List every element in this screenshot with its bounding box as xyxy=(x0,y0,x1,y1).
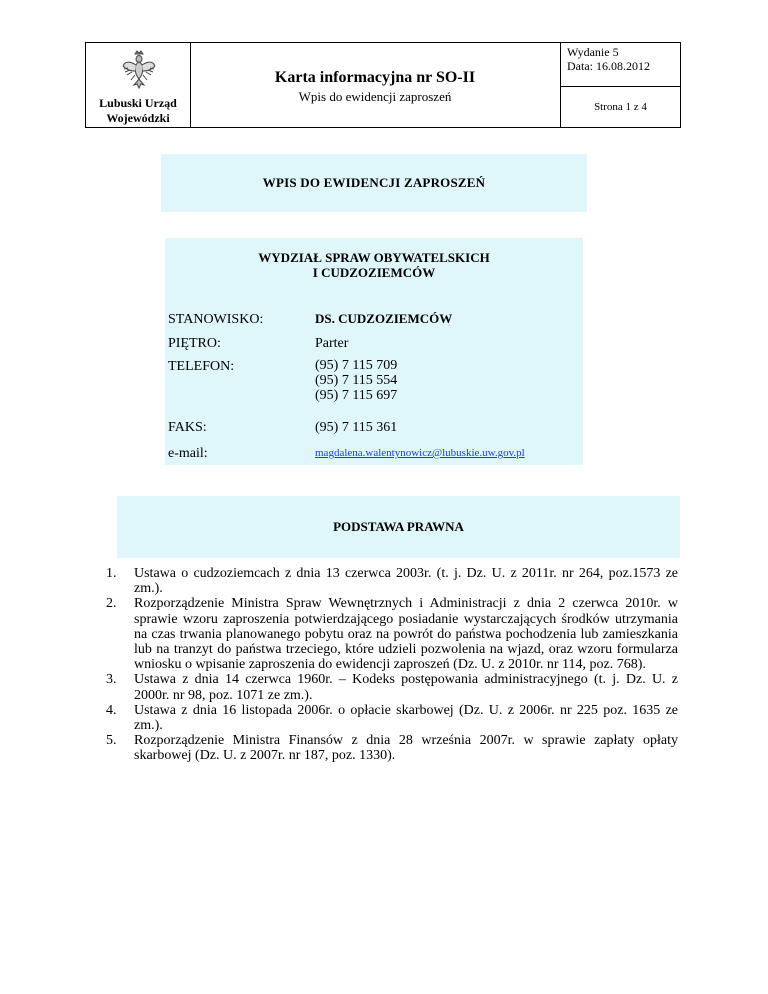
legal-basis-list xyxy=(106,566,678,764)
department-title-line2: I CUDZOZIEMCÓW xyxy=(312,265,436,280)
list-item xyxy=(106,703,678,733)
phone-number: (95) 7 115 709 xyxy=(315,358,398,373)
position-label: STANOWISKO: xyxy=(168,312,264,327)
phone-label: TELEFON: xyxy=(168,359,235,374)
phone-number: (95) 7 115 697 xyxy=(315,388,398,403)
floor-value: Parter xyxy=(315,336,349,351)
email-link[interactable]: magdalena.walentynowicz@lubuskie.uw.gov.pl xyxy=(315,447,525,459)
list-number: 3. xyxy=(106,672,117,688)
legal-basis-banner: PODSTAWA PRAWNA xyxy=(117,496,680,558)
list-text: Ustawa z dnia 16 listopada 2006r. o opłacie skarbowej (Dz. U. z 2006r. nr 225 poz. 1635 ze zm.). xyxy=(134,702,678,734)
polish-eagle-icon xyxy=(122,49,156,91)
edition-date: Data: 16.08.2012 xyxy=(567,59,650,73)
email-label: e-mail: xyxy=(168,446,208,461)
list-number: 4. xyxy=(106,702,117,718)
section-banner-title: WPIS DO EWIDENCJI ZAPROSZEŃ xyxy=(161,154,587,212)
department-box xyxy=(165,238,583,465)
list-item xyxy=(106,566,678,596)
card-title: Karta informacyjna nr SO-II xyxy=(274,69,476,86)
department-title xyxy=(165,250,583,280)
list-item xyxy=(106,596,678,672)
fax-value: (95) 7 115 361 xyxy=(315,420,398,435)
list-number: 5. xyxy=(106,733,117,749)
position-value: DS. CUDZOZIEMCÓW xyxy=(315,311,453,326)
edition-info xyxy=(561,43,680,87)
list-text: Rozporządzenie Ministra Finansów z dnia 28 września 2007r. w sprawie zapłaty opłaty skarbowej (Dz. U. z 2007r. nr 187, poz. 1330). xyxy=(134,733,678,764)
list-number: 1. xyxy=(106,566,117,581)
header-title-cell xyxy=(190,43,561,127)
edition: Wydanie 5 xyxy=(567,45,619,59)
header-office-cell xyxy=(86,43,191,127)
floor-label: PIĘTRO: xyxy=(168,336,221,351)
list-text: Rozporządzenie Ministra Spraw Wewnętrznych i Administracji z dnia 2 czerwca 2010r. w sprawie wzoru zaproszenia potwierdzającego posiadanie wystarczających środków utrzymania na czas trwania planowanego pobytu oraz na powrót do państwa pochodzenia lub zamieszkania lub na tranzyt do państwa trzeciego, które udzieli pozwolenia na wjazd, oraz wzoru formularza wniosku o wpisanie zaproszenia do ewidencji zaproszeń (Dz. U. z 2010r. nr 114, poz. 768). xyxy=(134,596,678,673)
list-text: Ustawa o cudzoziemcach z dnia 13 czerwca 2003r. (t. j. Dz. U. z 2011r. nr 264, poz.1573 ze zm.). xyxy=(134,566,678,597)
list-text: Ustawa z dnia 14 czerwca 1960r. – Kodeks postępowania administracyjnego (t. j. Dz. U. z 2000r. nr 98, poz. 1071 ze zm.). xyxy=(134,672,678,703)
phone-values xyxy=(315,358,397,403)
page-number: Strona 1 z 4 xyxy=(594,101,647,113)
list-number: 2. xyxy=(106,596,117,612)
department-title-line1: WYDZIAŁ SPRAW OBYWATELSKICH xyxy=(258,250,490,265)
header-meta-cell xyxy=(561,43,680,127)
list-item xyxy=(106,733,678,763)
list-item xyxy=(106,672,678,702)
card-subtitle: Wpis do ewidencji zaproszeń xyxy=(298,89,452,104)
document-header xyxy=(85,42,681,128)
office-name: Lubuski Urząd Wojewódzki xyxy=(99,96,177,125)
phone-number: (95) 7 115 554 xyxy=(315,373,398,388)
fax-label: FAKS: xyxy=(168,420,207,435)
